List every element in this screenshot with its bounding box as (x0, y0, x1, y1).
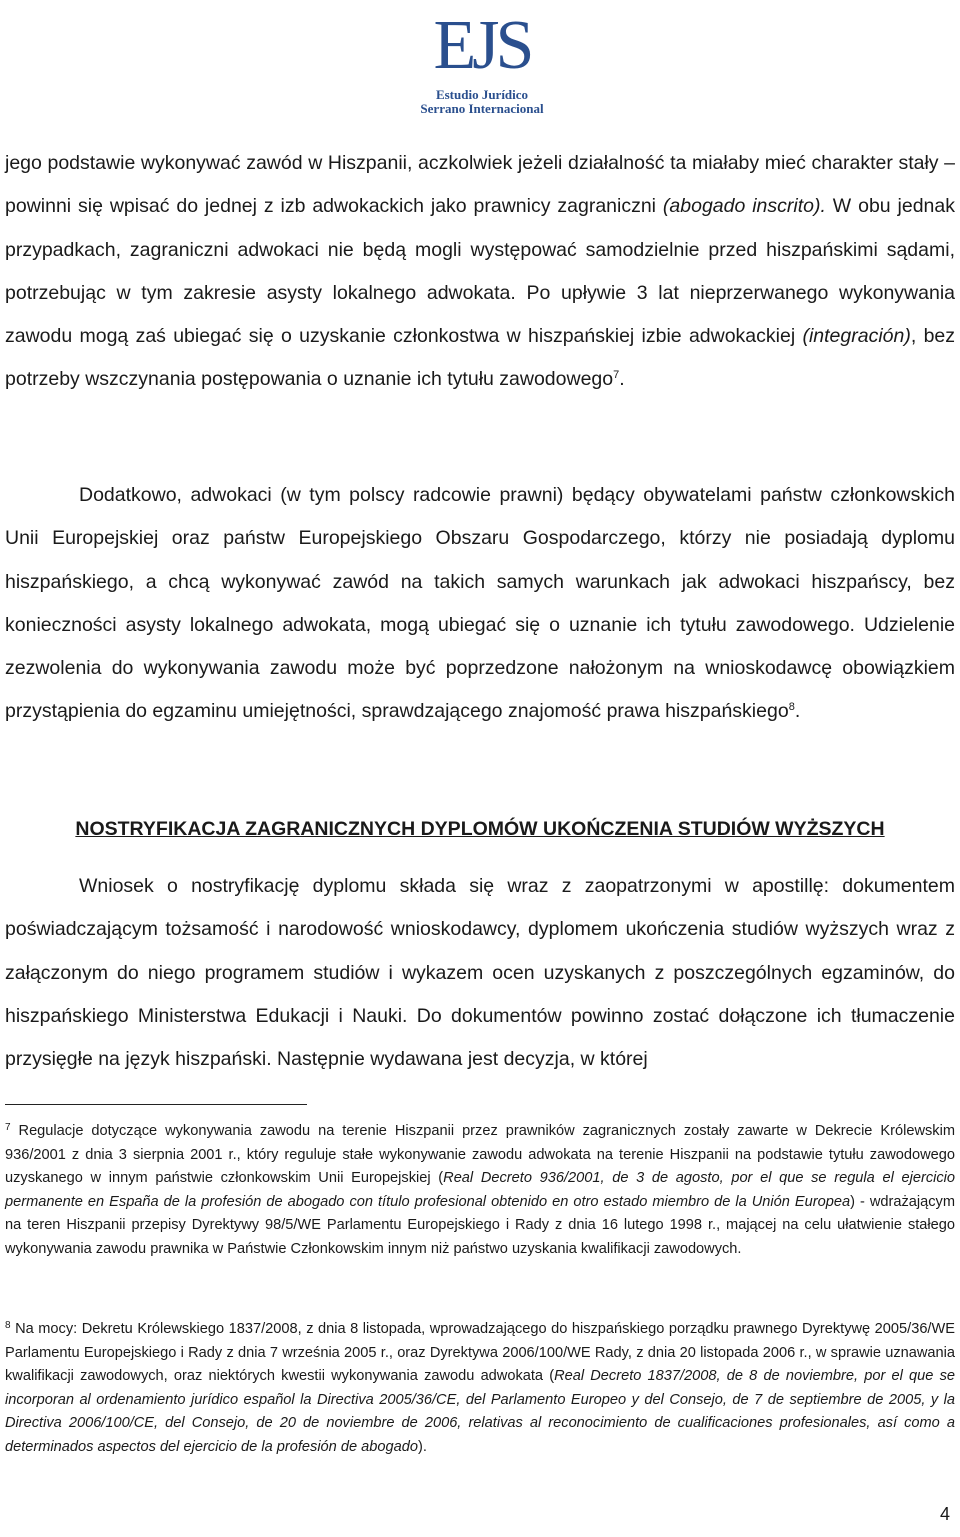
footnote-7-italic: Real Decreto 936/2001, de 3 de agosto, por el que se regula el ejercicio permanente en España de la profesión de abogado con título profesional obtenido en otro estado miembro de la Unión Europea (5, 1170, 956, 1210)
paragraph-2-text-b: . (794, 700, 801, 723)
footnote-7-text-b: ) - wdrażającym na teren Hiszpanii przepisy Dyrektywy 98/5/WE Parlamentu Europejskiego i Rady z dnia 16 lutego 1998 r., mającej na celu ułatwienie stałego wykonywania zawodu prawnika w Państwie Członkowskim innym niż państwo uzyskania kwalifikacji zawodowych. (5, 1193, 955, 1257)
firm-logo (412, 4, 552, 118)
footnote-ref-7[interactable]: 7 (613, 369, 620, 382)
footnote-8-italic: Real Decreto 1837/2008, de 8 de noviembre, por el que se incorporan al ordenamiento jurídico español la Directiva 2005/36/CE, del Parlamento Europeo y del Consejo, de 7 de septiembre de 2005, y la Directiva 2006/100/CE, del Consejo, de 20 de noviembre de 2006, relativas al reconocimiento de cualificaciones profesionales, así como a determinados aspectos del ejercicio de la profesión de abogado (5, 1368, 955, 1455)
footnote-ref-8[interactable]: 8 (788, 701, 795, 714)
paragraph-1-text-c: , bez potrzeby wszczynania postępowania o uznanie ich tytułu zawodowego (5, 325, 956, 391)
paragraph-1-text-b: W obu jednak przypadkach, zagraniczni adwokaci nie będą mogli występować samodzielnie przed hiszpańskimi sądami, potrzebując w tym zakresie asysty lokalnego adwokata. Po upływie 3 lat nieprzerwanego wykonywania zawodu mogą zaś ubiegać się o uzyskanie członkostwa w hiszpańskiej izbie adwokackiej (5, 195, 955, 348)
footnote-8-text-a: Na mocy: Dekretu Królewskiego 1837/2008, z dnia 8 listopada, wprowadzającego do hiszpańskiego porządku prawnego Dyrektywę 2005/36/WE Parlamentu Europejskiego i Rady z dnia 7 września 2005 r., oraz Dyrektywa 2006/100/WE Rady, z dnia 20 listopada 2006 r., w sprawie uznawania kwalifikacji zawodowych, oraz niektórych kwestii wykonywania zawodu adwokata ( (5, 1321, 955, 1384)
paragraph-1-italic-a: (abogado inscrito). (662, 195, 826, 218)
logo-mark: EJS (433, 7, 531, 84)
logo-line-1: Estudio Jurídico (435, 87, 529, 102)
paragraph-2 (5, 474, 955, 734)
paragraph-2-text-a: Dodatkowo, adwokaci (w tym polscy radcowie prawni) będący obywatelami państw członkowskich Unii Europejskiej oraz państw Europejskiego Obszaru Gospodarczego, którzy nie posiadają dyplomu hiszpańskiego, a chcą wykonywać zawód na takich samych warunkach jak adwokaci hiszpańscy, bez konieczności asysty lokalnego adwokata, mogą ubiegać się o uznanie ich tytułu zawodowego. Udzielenie zezwolenia do wykonywania zawodu może być poprzedzone nałożonym na wnioskodawcę obowiązkiem przystąpienia do egzaminu umiejętności, sprawdzającego znajomość prawa hiszpańskiego (5, 484, 955, 723)
footnote-divider (5, 1104, 307, 1105)
footnote-7-text-a: Regulacje dotyczące wykonywania zawodu na terenie Hiszpanii przez prawników zagranicznych zostały zawarte w Dekrecie Królewskim 936/2001 z dnia 3 sierpnia 2001 r., który reguluje stałe wykonywanie zawodu adwokata na terenie Hiszpanii na podstawie tytułu zawodowego uzyskanego w innym państwie członkowskim Unii Europejskiej ( (5, 1123, 955, 1186)
footnote-7-number: 7 (5, 1122, 11, 1133)
page-number: 4 (939, 1504, 950, 1524)
footnote-8 (5, 1318, 955, 1459)
logo-line-2: Serrano Internacional (420, 101, 544, 116)
footnote-8-text-b: ). (417, 1438, 427, 1455)
paragraph-1-text-a: jego podstawie wykonywać zawód w Hiszpanii, aczkolwiek jeżeli działalność ta miałaby mieć charakter stały – powinni się wpisać do jednej z izb adwokackich jako prawnicy zagraniczni (5, 152, 955, 218)
footnote-7 (5, 1120, 955, 1261)
footnote-8-number: 8 (5, 1320, 11, 1331)
section-heading: NOSTRYFIKACJA ZAGRANICZNYCH DYPLOMÓW UKOŃCZENIA STUDIÓW WYŻSZYCH (75, 818, 885, 840)
paragraph-1-italic-b: (integración) (802, 325, 911, 348)
paragraph-3: Wniosek o nostryfikację dyplomu składa się wraz z zaopatrzonymi w apostillę: dokumentem poświadczającym tożsamość i narodowość wnioskodawcy, dyplomem ukończenia studiów wyższych wraz z załączonym do niego programem studiów i wykazem ocen uzyskanych z poszczególnych egzaminów, do hiszpańskiego Ministerstwa Edukacji i Nauki. Do dokumentów powinno zostać dołączone ich tłumaczenie przysięgłe na język hiszpański. Następnie wydawana jest decyzja, w której (5, 875, 955, 1071)
paragraph-1 (5, 142, 955, 402)
paragraph-1-text-d: . (619, 368, 625, 391)
